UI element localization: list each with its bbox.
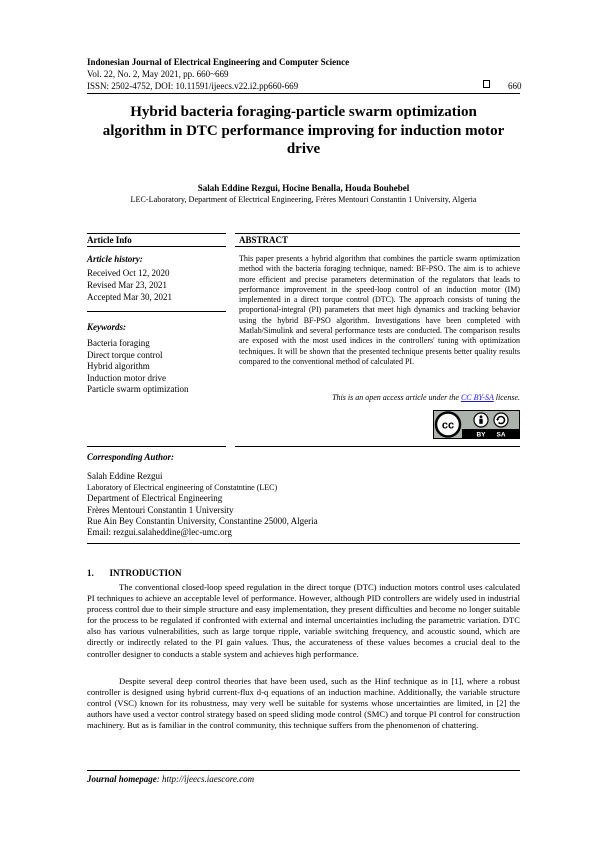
author-lab: Laboratory of Electrical engineering of Constatntine (LEC) [87, 483, 278, 493]
author-address: Rue Ain Bey Constantin University, Constantine 25000, Algeria [87, 515, 318, 526]
revised-date: Revised Mar 23, 2021 [87, 280, 167, 290]
title-line: Hybrid bacteria foraging-particle swarm optimization [130, 104, 477, 120]
header-rule [87, 93, 520, 94]
intro-paragraph-1 [87, 582, 520, 660]
article-info-heading-rule [87, 246, 226, 247]
keywords-list [87, 338, 188, 396]
keyword: Hybrid algorithm [87, 361, 150, 371]
authors: Salah Eddine Rezgui, Hocine Benalla, Houda Bouhebel [197, 183, 410, 193]
abstract-top-rule [235, 233, 520, 234]
author-name: Salah Eddine Rezgui [87, 471, 163, 481]
section-heading: 1. INTRODUCTION [87, 568, 182, 578]
page-number: 660 [508, 81, 522, 91]
page-box-icon [483, 80, 490, 88]
volume-line: Vol. 22, No. 2, May 2021, pp. 660~669 [87, 69, 229, 79]
corresponding-author-details [87, 471, 318, 538]
article-info-bottom-rule [87, 446, 226, 447]
author-email[interactable]: Email: rezgui.salaheddine@lec-umc.org [87, 527, 232, 538]
license-suffix: license. [493, 393, 520, 402]
abstract-text: This paper presents a hybrid algorithm that combines the particle swarm optimization method with the bacteria foraging technique, named: BF-PSO. The aim is to achieve more efficient and precise parameters determination of the regulators that leads to performance improvement in the speed-loop control of an induction motor (IM) implemented in a direct torque control (DTC). The approach consists of tuning the proportional-integral (PI) parameters that meet high dynamics and tracking behavior using the hybrid BF-PSO algorithm. Investigations have been completed with Matlab/Simulink and several performance tests are conducted. The comparison results are exposed with the most used indices in the controllers' tuning with optimization techniques. It will be shown that the presented technique presents better quality results compared to the conventional method of calculated PI. [239, 254, 520, 366]
by-text: BY [476, 431, 486, 439]
received-date: Received Oct 12, 2020 [87, 268, 170, 278]
keywords-label: Keywords: [87, 322, 126, 332]
corresponding-author-label: Corresponding Author: [87, 452, 174, 462]
footer-label: Journal homepage [87, 774, 157, 784]
intro-paragraph-2 [87, 676, 520, 731]
author-department: Department of Electrical Engineering [87, 493, 223, 504]
keyword: Bacteria foraging [87, 338, 150, 348]
abstract-bottom-rule [235, 446, 520, 447]
license-line [239, 393, 520, 402]
abstract-heading: ABSTRACT [239, 235, 289, 245]
title-line: algorithm in DTC performance improving for induction motor [102, 122, 505, 139]
article-info-top-rule [87, 233, 226, 234]
author-university: Frères Mentouri Constantin 1 University [87, 504, 234, 515]
keyword: Direct torque control [87, 349, 163, 360]
keywords-rule [87, 311, 226, 312]
cc-by-sa-badge[interactable] [433, 410, 520, 439]
license-prefix: This is an open access article under the [332, 393, 461, 402]
cc-logo-text: cc [441, 419, 455, 432]
footer-url[interactable]: : http://ijeecs.iaescore.com [156, 774, 255, 784]
issn-line: ISSN: 2502-4752, DOI: 10.11591/ijeecs.v22.i2.pp660-669 [87, 81, 299, 91]
corresponding-bottom-rule [87, 543, 520, 544]
cc-by-sa-badge-graphic [433, 410, 520, 439]
accepted-date: Accepted Mar 30, 2021 [87, 292, 172, 302]
intro-paragraph-1-text: The conventional closed-loop speed regulation in the direct torque (DTC) induction motors control uses calculated PI techniques to achieve an acceptable level of performance. However, although PID controllers are widely used in industrial process control due to their simple structure and easy implementation, they present difficulties and become no longer suitable for the process to be regulated if confronted with external and internal uncertainties including the parametric variation. DTC also has various vulnerabilities, such as large torque ripple, variable switching frequency, and acoustic sound, which are directly or indirectly related to the PI gain values. Thus, the accurateness of these values becomes a crucial deal to the controller designer to conducts a stable system and achieves high performance. [87, 582, 520, 659]
journal-name: Indonesian Journal of Electrical Engineering and Computer Science [87, 57, 350, 67]
keyword: Induction motor drive [87, 372, 166, 383]
title-line: drive [286, 141, 321, 157]
intro-paragraph-2-text: Despite several deep control theories that have been used, such as the Hinf technique as in [1], where a robust controller is designed using hybrid current-flux d-q equations of an induction machine. Additionally, the variable structure control (VSC) known for its robustness, may very well be suitable for systems whose uncertainties are limited, in [2] the authors have used a vector control strategy based on speed sliding mode control (SMC) and torque PI control for construction machinery. But as is familiar in the control community, this technique suffers from the phenomenon of chattering. [87, 676, 520, 731]
keyword: Particle swarm optimization [87, 384, 189, 394]
license-link[interactable]: CC BY-SA [460, 393, 494, 402]
abstract-heading-rule [235, 246, 520, 247]
article-info-heading: Article Info [87, 235, 132, 245]
article-history-label: Article history: [87, 254, 143, 264]
sa-text: SA [496, 431, 506, 439]
footer [87, 774, 254, 784]
affiliation: LEC-Laboratory, Department of Electrical Engineering, Frères Mentouri Constantin 1 University, Algeria [130, 195, 477, 204]
paper-title [87, 103, 520, 159]
footer-rule [87, 770, 520, 771]
